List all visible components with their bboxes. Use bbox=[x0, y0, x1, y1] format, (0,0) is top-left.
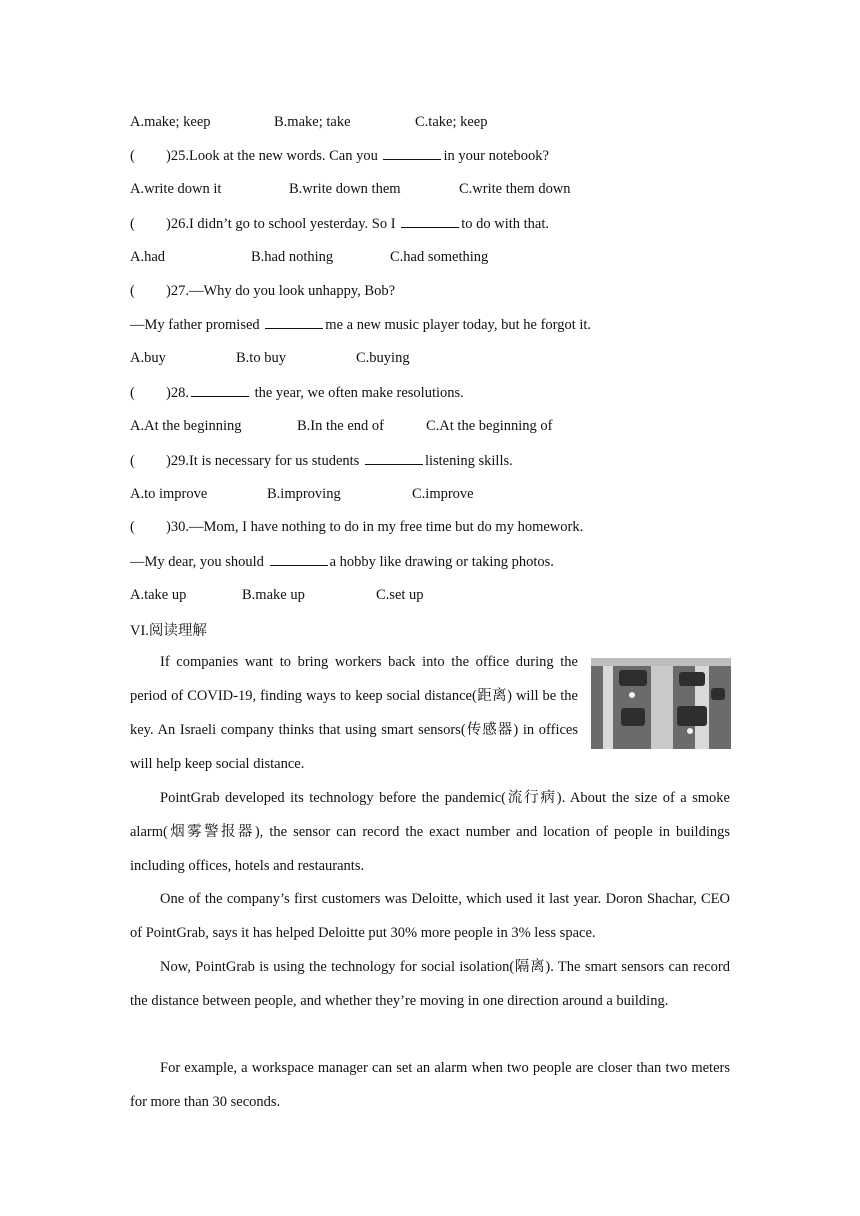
question-number: )30. bbox=[166, 519, 189, 535]
answer-blank bbox=[383, 145, 441, 160]
option-b: B.write down them bbox=[289, 181, 401, 197]
answer-paren: ( bbox=[130, 148, 135, 164]
reading-paragraph-1: If companies want to bring workers back into the office during the period of COVID-19, finding ways to keep social distance(距离) will be the key. An Israeli company thinks that using smart sensors(传感器) in offices will help keep social distance. bbox=[130, 654, 578, 772]
answer-blank bbox=[270, 551, 328, 566]
option-c: C.improve bbox=[412, 486, 474, 502]
question-number: )28. bbox=[166, 385, 189, 401]
option-b: B.make; take bbox=[274, 114, 351, 130]
answer-blank bbox=[265, 314, 323, 329]
answer-blank bbox=[191, 382, 249, 397]
answer-paren: ( bbox=[130, 385, 135, 401]
question-text-after: a hobby like drawing or taking photos. bbox=[329, 554, 554, 570]
question-25 bbox=[130, 145, 549, 166]
option-a: A.write down it bbox=[130, 181, 222, 197]
answer-paren: ( bbox=[130, 453, 135, 469]
reading-paragraph-2: PointGrab developed its technology before the pandemic(流行病). About the size of a smoke alarm(烟雾警报器), the sensor can record the exact number and location of people in buildings including offices, hotels and restaurants. bbox=[130, 790, 730, 874]
option-b: B.had nothing bbox=[251, 249, 334, 265]
option-c: C.had something bbox=[390, 249, 489, 265]
option-b: B.make up bbox=[242, 587, 305, 603]
question-text-after: the year, we often make resolutions. bbox=[250, 385, 464, 401]
option-a: A.make; keep bbox=[130, 114, 211, 130]
reading-paragraph-5: For example, a workspace manager can set an alarm when two people are closer than two meters for more than 30 seconds. bbox=[130, 1060, 730, 1110]
question-text: —Why do you look unhappy, Bob? bbox=[188, 283, 396, 299]
question-28 bbox=[130, 382, 464, 403]
question-27 bbox=[130, 281, 395, 301]
option-b: B.In the end of bbox=[297, 418, 384, 434]
question-text: It is necessary for us students bbox=[188, 453, 363, 469]
option-b: B.improving bbox=[267, 486, 341, 502]
option-a: A.had bbox=[130, 249, 166, 265]
question-number: )25. bbox=[166, 148, 189, 164]
question-number: )27. bbox=[166, 283, 189, 299]
option-a: A.At the beginning bbox=[130, 418, 242, 434]
question-text: I didn’t go to school yesterday. So I bbox=[188, 216, 400, 232]
reading-paragraph-3: One of the company’s first customers was Deloitte, which used it last year. Doron Shachar, CEO of PointGrab, says it has helped Deloitte put 30% more people in 3% less space. bbox=[130, 891, 730, 941]
option-a: A.to improve bbox=[130, 486, 208, 502]
option-c: C.At the beginning of bbox=[426, 418, 553, 434]
option-b: B.to buy bbox=[236, 350, 286, 366]
question-number: )26. bbox=[166, 216, 189, 232]
reading-paragraph-4: Now, PointGrab is using the technology for social isolation(隔离). The smart sensors can record the distance between people, and whether they’re moving in one direction around a building. bbox=[130, 959, 730, 1009]
section-title: VI.阅读理解 bbox=[130, 623, 207, 639]
question-text-after: me a new music player today, but he forgot it. bbox=[325, 317, 592, 333]
question-text: —My dear, you should bbox=[130, 554, 268, 570]
question-text: —Mom, I have nothing to do in my free time but do my homework. bbox=[188, 519, 584, 535]
question-number: )29. bbox=[166, 453, 189, 469]
office-overhead-photo bbox=[591, 658, 731, 749]
option-c: C.write them down bbox=[459, 181, 571, 197]
answer-paren: ( bbox=[130, 283, 135, 299]
option-a: A.buy bbox=[130, 350, 166, 366]
question-30 bbox=[130, 517, 583, 537]
question-30-response bbox=[130, 551, 554, 572]
question-26 bbox=[130, 213, 549, 234]
answer-blank bbox=[401, 213, 459, 228]
question-text: —My father promised bbox=[130, 317, 264, 333]
question-text-after: listening skills. bbox=[424, 453, 513, 469]
question-text-after: to do with that. bbox=[461, 216, 550, 232]
option-c: C.take; keep bbox=[415, 114, 488, 130]
option-a: A.take up bbox=[130, 587, 187, 603]
question-29 bbox=[130, 450, 513, 471]
answer-blank bbox=[365, 450, 423, 465]
answer-paren: ( bbox=[130, 216, 135, 232]
question-text: Look at the new words. Can you bbox=[188, 148, 382, 164]
option-c: C.set up bbox=[376, 587, 424, 603]
question-27-response bbox=[130, 314, 591, 335]
question-text-after: in your notebook? bbox=[443, 148, 549, 164]
answer-paren: ( bbox=[130, 519, 135, 535]
option-c: C.buying bbox=[356, 350, 410, 366]
